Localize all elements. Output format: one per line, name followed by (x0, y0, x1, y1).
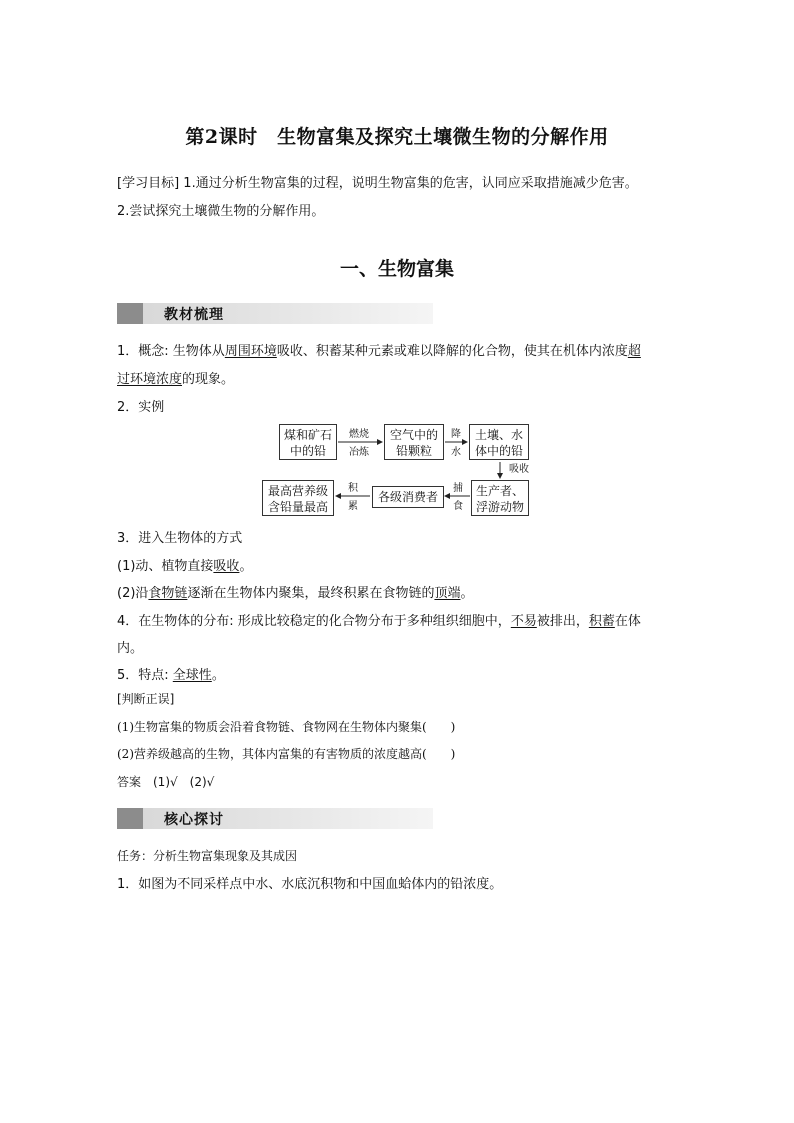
box-air-lead (384, 424, 444, 460)
example-heading: 2．实例 (117, 400, 165, 415)
distribution-line1 (117, 610, 641, 629)
box-text: 浮游动物 (475, 500, 524, 514)
box-top-level (262, 480, 334, 516)
objective-1: 1.通过分析生物富集的过程，说明生物富集的危害，认同应采取措施减少危害。 (183, 176, 638, 191)
blank-answer: 全球性 (172, 668, 212, 683)
label-absorb: 吸收 (509, 464, 529, 475)
box-coal-ore (279, 424, 337, 460)
box-soil-water (469, 424, 529, 460)
blank-answer: 吸收 (213, 559, 240, 574)
banner-label: 教材梳理 (164, 307, 224, 323)
box-text: 中的铅 (289, 444, 326, 458)
concept-paragraph-line1 (117, 340, 641, 359)
label-smelt (342, 446, 376, 460)
text: (1)动、植物直接 (117, 559, 214, 574)
text: 5．特点: (117, 668, 169, 683)
box-text: 煤和矿石 (283, 428, 332, 442)
blank-answer: 顶端 (434, 586, 461, 601)
label-text: 冶炼 (349, 447, 369, 458)
lead-enrichment-diagram (267, 420, 540, 520)
label-burn (342, 428, 376, 442)
text: 。 (239, 559, 253, 574)
box-text: 空气中的 (389, 428, 438, 442)
judge-statement-1: (1)生物富集的物质会沿着食物链、食物网在生物体内聚集( ) (117, 720, 456, 734)
learning-objectives-line1 (117, 172, 638, 191)
box-text: 生产者、 (475, 484, 524, 498)
box-text: 土壤、水 (474, 428, 523, 442)
text: 。 (211, 668, 225, 683)
page-title: 第2课时 生物富集及探究土壤微生物的分解作用 (185, 126, 609, 148)
task-line: 任务：分析生物富集现象及其成因 (117, 849, 298, 863)
blank-answer: 不易 (510, 614, 537, 629)
blank-answer: 过环境浓度 (117, 372, 183, 387)
text: 被排出， (536, 614, 589, 629)
text: (2)沿 (117, 586, 149, 601)
banner-accent (117, 808, 143, 829)
text: 逐渐在生物体内聚集，最终积累在食物链的 (187, 586, 435, 601)
blank-answer: 积蓄 (588, 614, 615, 629)
box-text: 铅颗粒 (395, 444, 432, 458)
entry-item-1 (117, 555, 252, 574)
objective-2: 2.尝试探究土壤微生物的分解作用。 (117, 204, 325, 219)
text: 4．在生物体的分布: (117, 614, 234, 629)
text: 吸收、积蓄某种元素或难以降解的化合物，使其在机体内浓度 (276, 344, 628, 359)
section-banner-core (117, 808, 433, 829)
section-banner-textbook (117, 303, 433, 324)
text: 。 (460, 586, 474, 601)
label-rain-2: 水 (451, 447, 461, 458)
concept-paragraph-line2 (117, 368, 234, 387)
entry-item-2 (117, 582, 473, 601)
item-number: 1．概念: (117, 344, 169, 359)
label-accumulate-2: 累 (348, 501, 358, 512)
label-rain-1: 降 (451, 429, 461, 440)
box-text: 体中的铅 (474, 444, 523, 458)
label-accumulate-1: 积 (348, 483, 358, 494)
answer-line: 答案 (1)√ (2)√ (117, 775, 215, 789)
objectives-tag: [学习目标] (117, 176, 180, 191)
box-producer (471, 480, 529, 516)
question-1: 1．如图为不同采样点中水、水底沉积物和中国血蛤体内的铅浓度。 (117, 877, 503, 892)
text: 形成比较稳定的化合物分布于多种组织细胞中， (237, 614, 511, 629)
label-prey-2: 食 (453, 501, 463, 512)
box-consumers: 各级消费者 (372, 486, 444, 508)
text: 在体 (614, 614, 641, 629)
banner-label: 核心探讨 (164, 812, 224, 828)
label-prey-1: 捕 (453, 483, 463, 494)
blank-answer: 周围环境 (224, 344, 277, 359)
box-text: 含铅量最高 (267, 500, 328, 514)
entry-heading: 3．进入生物体的方式 (117, 531, 243, 546)
judge-tag: [判断正误] (117, 692, 175, 706)
banner-accent (117, 303, 143, 324)
blank-answer: 食物链 (148, 586, 188, 601)
blank-answer: 超 (627, 344, 641, 359)
distribution-line2: 内。 (117, 641, 144, 656)
text: 生物体从 (172, 344, 225, 359)
feature-line (117, 664, 225, 683)
box-text: 最高营养级 (267, 484, 328, 498)
label-text: 燃烧 (349, 429, 369, 440)
judge-statement-2: (2)营养级越高的生物，其体内富集的有害物质的浓度越高( ) (117, 747, 456, 761)
text: 的现象。 (182, 372, 235, 387)
section-title: 一、生物富集 (339, 258, 454, 280)
